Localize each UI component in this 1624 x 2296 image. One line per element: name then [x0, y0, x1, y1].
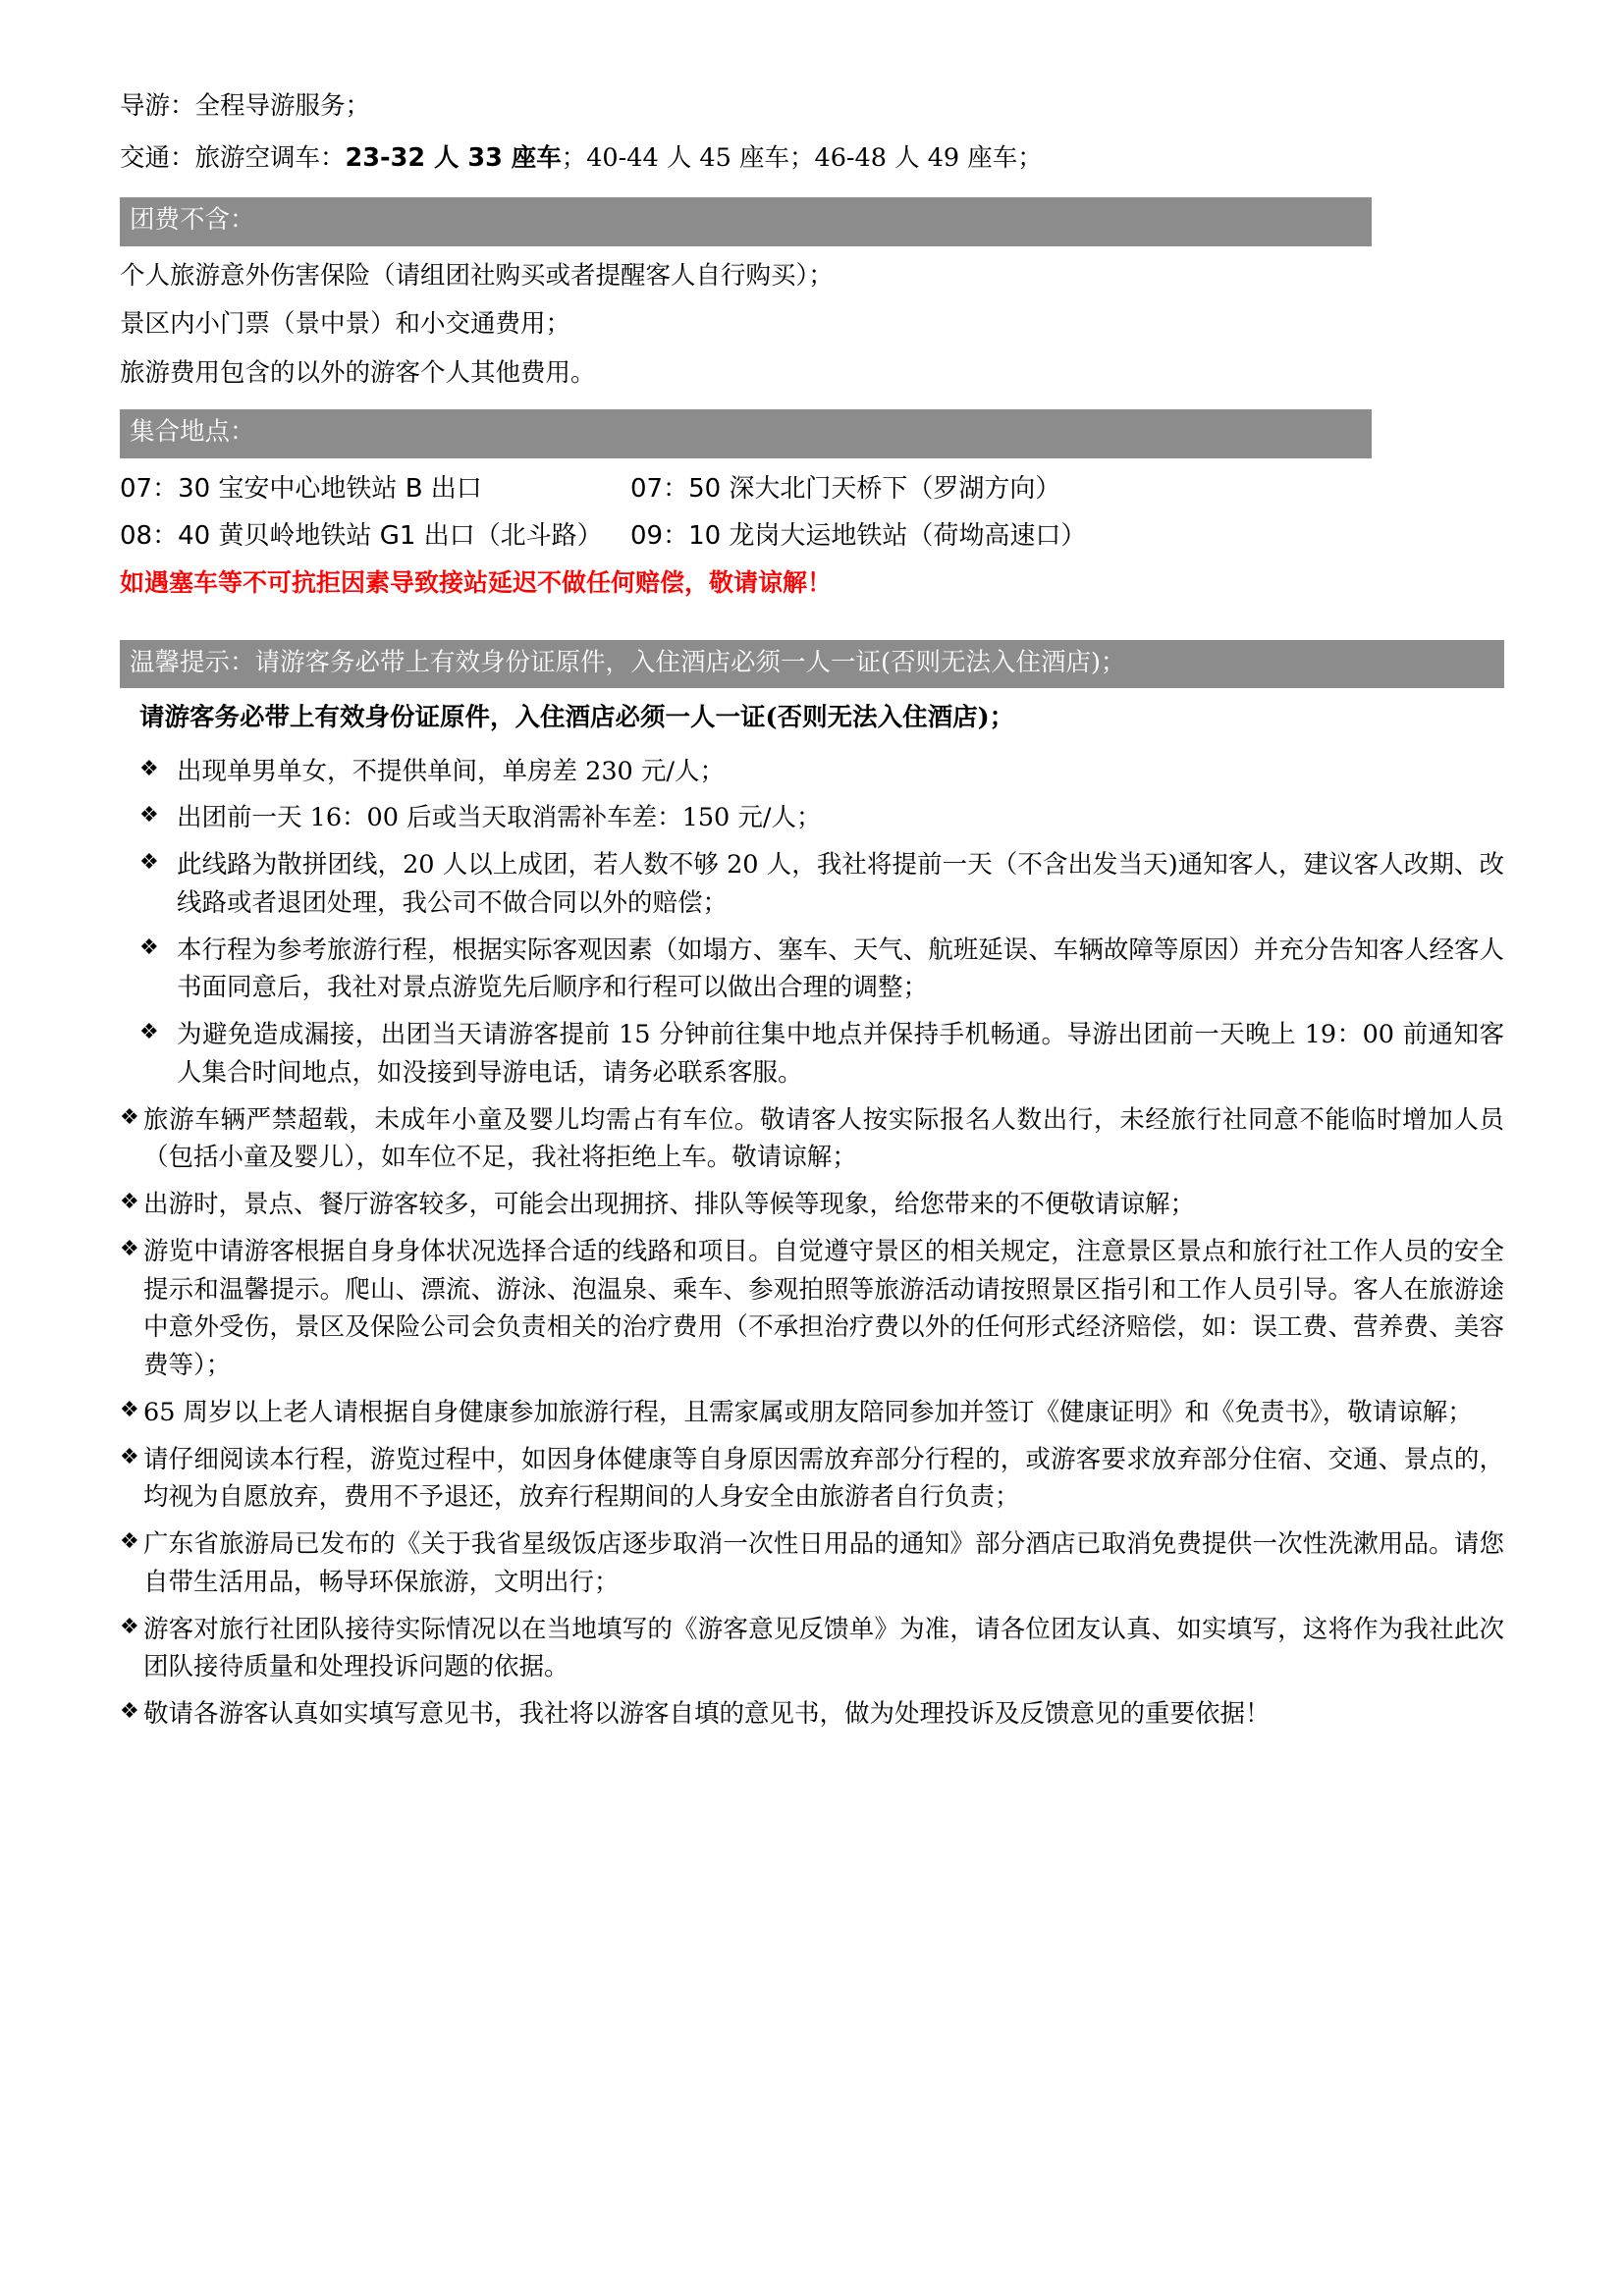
list-item — [120, 1186, 1504, 1224]
meeting-point-0-left: 07：30 宝安中心地铁站 B 出口 — [120, 473, 482, 504]
meeting-row — [120, 473, 1504, 504]
section-header-exclusions: 团费不含： — [120, 197, 1372, 246]
meeting-point-1-left: 08：40 黄贝岭地铁站 G1 出口（北斗路） — [120, 520, 603, 551]
list-item — [120, 799, 1504, 837]
meeting-point-1-right: 09：10 龙岗大运地铁站（荷坳高速口） — [630, 520, 1087, 551]
list-item-text: 本行程为参考旅游行程，根据实际客观因素（如塌方、塞车、天气、航班延误、车辆故障等原因）并充分告知客人经客人书面同意后，我社对景点游览先后顺序和行程可以做出合理的调整； — [177, 934, 1504, 1003]
transport-bold-value: 23-32 人 33 座车 — [345, 142, 562, 173]
diamond-bullet-icon: ❖ — [139, 1020, 159, 1044]
diamond-bullet-icon: ❖ — [139, 756, 159, 781]
list-item — [120, 846, 1504, 923]
id-card-requirement-note: 请游客务必带上有效身份证原件，入住酒店必须一人一证(否则无法入住酒店)； — [139, 703, 1015, 732]
list-item — [120, 1695, 1504, 1734]
document-content — [120, 91, 1504, 1734]
diamond-bullet-icon: ❖ — [120, 1190, 139, 1214]
list-item-text: 65 周岁以上老人请根据自身健康参加旅游行程，且需家属或朋友陪同参加并签订《健康证明》和《免责书》，敬请谅解； — [143, 1397, 1473, 1427]
list-item-text: 请仔细阅读本行程，游览过程中，如因身体健康等自身原因需放弃部分行程的，或游客要求放弃部分住宿、交通、景点的，均视为自愿放弃，费用不予退还，放弃行程期间的人身安全由旅游者自行负责； — [143, 1444, 1504, 1513]
list-item-text: 旅游车辆严禁超载，未成年小童及婴儿均需占有车位。敬请客人按实际报名人数出行，未经旅行社同意不能临时增加人员（包括小童及婴儿），如车位不足，我社将拒绝上车。敬请谅解； — [143, 1104, 1504, 1173]
list-item-text: 为避免造成漏接，出团当天请游客提前 15 分钟前往集中地点并保持手机畅通。导游出团前一天晚上 19：00 前通知客人集合时间地点，如没接到导游电话，请务必联系客服。 — [177, 1020, 1504, 1088]
diamond-bullet-icon: ❖ — [120, 1397, 139, 1422]
section-header-meeting-points: 集合地点： — [120, 409, 1372, 458]
list-item-text: 出现单男单女，不提供单间，单房差 230 元/人； — [177, 756, 725, 786]
list-item-text: 此线路为散拼团线，20 人以上成团，若人数不够 20 人，我社将提前一天（不含出发当天)通知客人，建议客人改期、改线路或者退团处理，我公司不做合同以外的赔偿； — [177, 850, 1504, 918]
transport-prefix: 交通：旅游空调车： — [120, 142, 346, 173]
diamond-bullet-icon: ❖ — [120, 1529, 139, 1554]
tips-list — [120, 753, 1504, 1734]
list-item-text: 游览中请游客根据自身身体状况选择合适的线路和项目。自觉遵守景区的相关规定，注意景区景点和旅行社工作人员的安全提示和温馨提示。爬山、漂流、游泳、泡温泉、乘车、参观拍照等旅游活动请按照景区指引和工作人员引导。客人在旅游途中意外受伤，景区及保险公司会负责相关的治疗费用（不承担治疗费以外的任何形式经济赔偿，如：误工费、营养费、美容费等）； — [143, 1236, 1504, 1380]
section-header-warm-tips: 温馨提示：请游客务必带上有效身份证原件，入住酒店必须一人一证(否则无法入住酒店)； — [120, 640, 1504, 689]
diamond-bullet-icon: ❖ — [139, 934, 159, 960]
diamond-bullet-icon: ❖ — [139, 850, 159, 875]
list-item — [120, 1101, 1504, 1178]
diamond-bullet-icon: ❖ — [120, 1236, 139, 1261]
list-item-text: 出游时，景点、餐厅游客较多，可能会出现拥挤、排队等候等现象，给您带来的不便敬请谅解； — [143, 1190, 1196, 1219]
diamond-bullet-icon: ❖ — [120, 1444, 139, 1469]
guide-service-line: 导游：全程导游服务； — [120, 91, 371, 121]
list-item — [120, 1611, 1504, 1687]
list-item — [120, 1394, 1504, 1432]
diamond-bullet-icon: ❖ — [120, 1614, 139, 1639]
transport-line — [120, 142, 1504, 173]
list-item-text: 出团前一天 16：00 后或当天取消需补车差：150 元/人； — [177, 803, 822, 833]
transport-rest: ；40-44 人 45 座车；46-48 人 49 座车； — [561, 142, 1043, 173]
list-item — [120, 753, 1504, 791]
diamond-bullet-icon: ❖ — [120, 1104, 139, 1130]
list-item — [120, 932, 1504, 1008]
list-item — [120, 1233, 1504, 1385]
list-item-text: 敬请各游客认真如实填写意见书，我社将以游客自填的意见书，做为处理投诉及反馈意见的重要依据！ — [143, 1699, 1271, 1729]
exclusion-item-2: 旅游费用包含的以外的游客个人其他费用。 — [120, 357, 596, 388]
list-item — [120, 1525, 1504, 1602]
traffic-delay-warning: 如遇塞车等不可抗拒因素导致接站延迟不做任何赔偿，敬请谅解！ — [120, 567, 833, 597]
diamond-bullet-icon: ❖ — [120, 1699, 139, 1724]
list-item — [120, 1016, 1504, 1093]
list-item-text: 广东省旅游局已发布的《关于我省星级饭店逐步取消一次性日用品的通知》部分酒店已取消免费提供一次性洗漱用品。请您自带生活用品，畅导环保旅游，文明出行； — [143, 1529, 1504, 1597]
list-item — [120, 1441, 1504, 1518]
meeting-row — [120, 520, 1504, 551]
list-item-text: 游客对旅行社团队接待实际情况以在当地填写的《游客意见反馈单》为准，请各位团友认真、如实填写，这将作为我社此次团队接待质量和处理投诉问题的依据。 — [143, 1614, 1504, 1682]
exclusion-item-1: 景区内小门票（景中景）和小交通费用； — [120, 309, 571, 339]
diamond-bullet-icon: ❖ — [139, 803, 159, 828]
meeting-point-0-right: 07：50 深大北门天桥下（罗湖方向） — [630, 473, 1061, 504]
exclusion-item-0: 个人旅游意外伤害保险（请组团社购买或者提醒客人自行购买）； — [120, 260, 834, 291]
